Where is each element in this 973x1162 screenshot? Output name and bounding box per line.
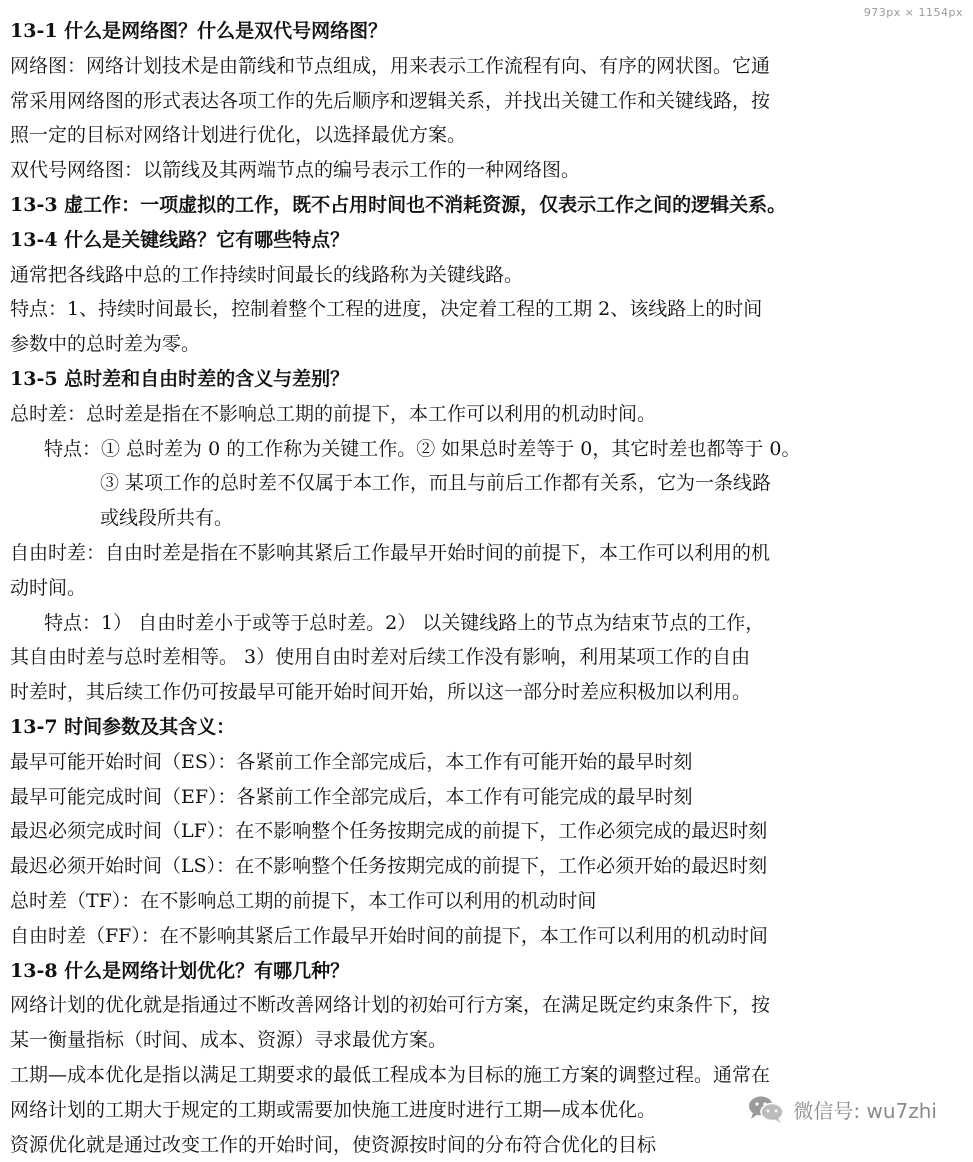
text-line: 最迟必须完成时间（LF）：在不影响整个任务按期完成的前提下，工作必须完成的最迟时刻 <box>10 814 910 849</box>
image-dimensions-label: 973px × 1154px <box>864 6 963 19</box>
text-line: 其自由时差与总时差相等。 3）使用自由时差对后续工作没有影响，利用某项工作的自由 <box>10 640 910 675</box>
text-line: 资源优化就是通过改变工作的开始时间，使资源按时间的分布符合优化的目标 <box>10 1128 910 1162</box>
text-line: 网络计划的优化就是指通过不断改善网络计划的初始可行方案，在满足既定约束条件下，按 <box>10 988 910 1023</box>
watermark <box>747 1094 937 1124</box>
section-heading: 13-8 什么是网络计划优化？有哪几种？ <box>10 954 910 989</box>
text-line: 网络图：网络计划技术是由箭线和节点组成，用来表示工作流程有向、有序的网状图。它通 <box>10 49 910 84</box>
text-line: 总时差：总时差是指在不影响总工期的前提下，本工作可以利用的机动时间。 <box>10 397 910 432</box>
text-line: 时差时，其后续工作仍可按最早可能开始时间开始，所以这一部分时差应积极加以利用。 <box>10 675 910 710</box>
text-line: 特点：1） 自由时差小于或等于总时差。2） 以关键线路上的节点为结束节点的工作， <box>10 606 910 641</box>
text-line: 最早可能开始时间（ES）：各紧前工作全部完成后，本工作有可能开始的最早时刻 <box>10 745 910 780</box>
document-body <box>10 14 910 1162</box>
text-line: 工期—成本优化是指以满足工期要求的最低工程成本为目标的施工方案的调整过程。通常在 <box>10 1058 910 1093</box>
text-line: 特点：1、持续时间最长，控制着整个工程的进度，决定着工程的工期 2、该线路上的时间 <box>10 292 910 327</box>
watermark-text: 微信号: wu7zhi <box>793 1095 937 1124</box>
section-heading: 13-1 什么是网络图？什么是双代号网络图？ <box>10 14 910 49</box>
section-heading: 13-7 时间参数及其含义： <box>10 710 910 745</box>
text-line: 或线段所共有。 <box>10 501 910 536</box>
text-line: 双代号网络图：以箭线及其两端节点的编号表示工作的一种网络图。 <box>10 153 910 188</box>
text-line: 自由时差（FF）：在不影响其紧后工作最早开始时间的前提下，本工作可以利用的机动时间 <box>10 919 910 954</box>
text-line: 照一定的目标对网络计划进行优化，以选择最优方案。 <box>10 118 910 153</box>
text-line: 动时间。 <box>10 571 910 606</box>
wechat-icon <box>747 1094 785 1124</box>
section-heading: 13-3 虚工作：一项虚拟的工作，既不占用时间也不消耗资源，仅表示工作之间的逻辑关系。 <box>10 188 910 223</box>
text-line: 自由时差：自由时差是指在不影响其紧后工作最早开始时间的前提下，本工作可以利用的机 <box>10 536 910 571</box>
text-line: 最迟必须开始时间（LS）：在不影响整个任务按期完成的前提下，工作必须开始的最迟时刻 <box>10 849 910 884</box>
section-heading: 13-5 总时差和自由时差的含义与差别？ <box>10 362 910 397</box>
section-heading: 13-4 什么是关键线路？它有哪些特点？ <box>10 223 910 258</box>
text-line: 总时差（TF）：在不影响总工期的前提下，本工作可以利用的机动时间 <box>10 884 910 919</box>
text-line: 通常把各线路中总的工作持续时间最长的线路称为关键线路。 <box>10 258 910 293</box>
text-line: ③ 某项工作的总时差不仅属于本工作，而且与前后工作都有关系，它为一条线路 <box>10 466 910 501</box>
text-line: 网络计划的工期大于规定的工期或需要加快施工进度时进行工期—成本优化。 <box>10 1093 910 1128</box>
text-line: 某一衡量指标（时间、成本、资源）寻求最优方案。 <box>10 1023 910 1058</box>
text-line: 常采用网络图的形式表达各项工作的先后顺序和逻辑关系，并找出关键工作和关键线路，按 <box>10 84 910 119</box>
text-line: 最早可能完成时间（EF）：各紧前工作全部完成后，本工作有可能完成的最早时刻 <box>10 780 910 815</box>
text-line: 特点：① 总时差为 0 的工作称为关键工作。② 如果总时差等于 0，其它时差也都等于 0。 <box>10 432 910 467</box>
text-line: 参数中的总时差为零。 <box>10 327 910 362</box>
